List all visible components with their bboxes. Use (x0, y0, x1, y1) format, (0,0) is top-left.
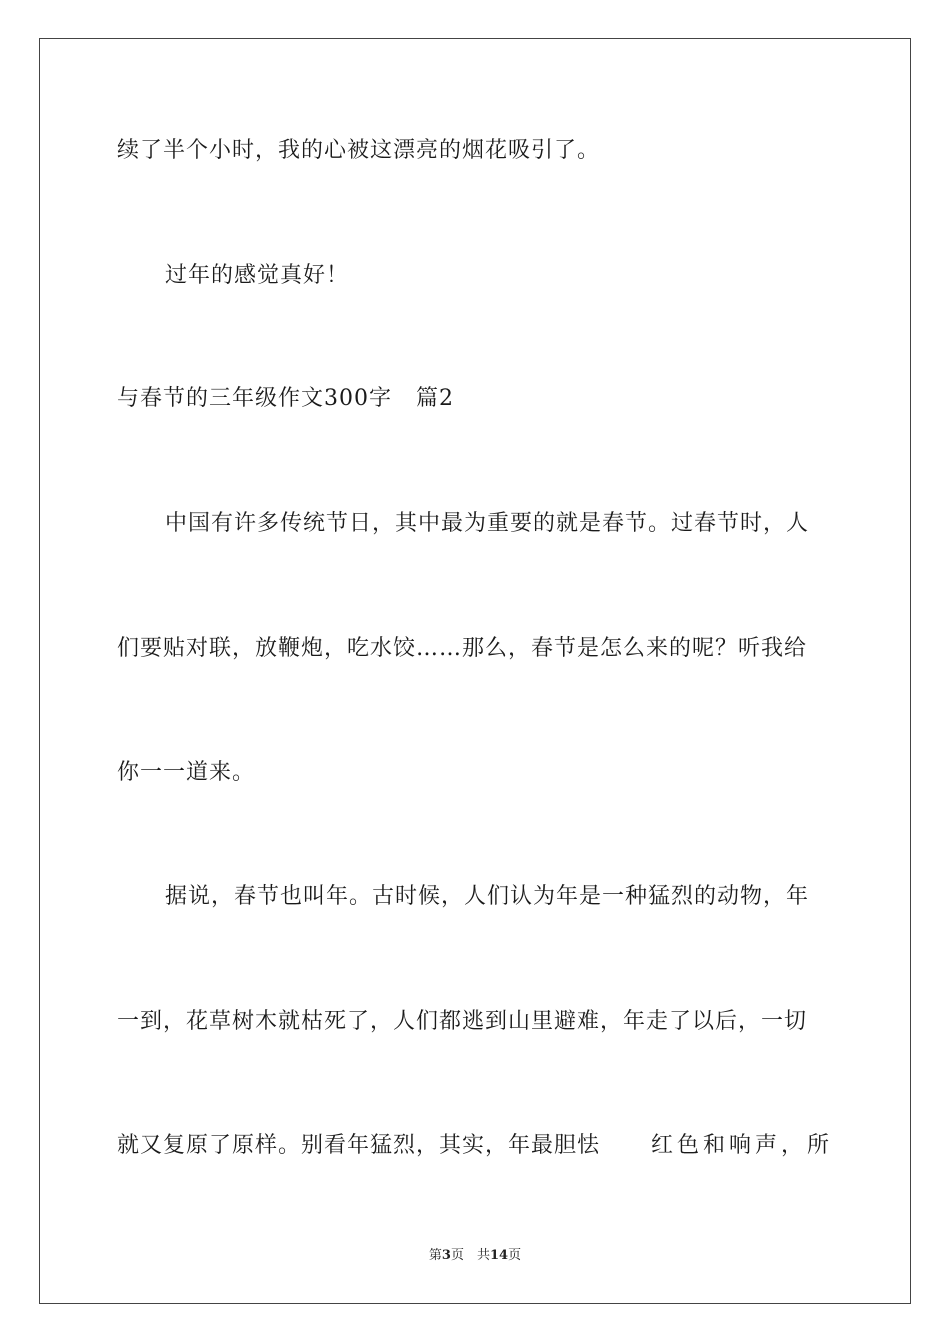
paragraph-line-3: 中国有许多传统节日，其中最为重要的就是春节。过春节时，人 (165, 511, 810, 536)
section-heading (117, 384, 454, 414)
page-frame (39, 38, 911, 1304)
section-heading-number: 篇2 (416, 386, 454, 411)
paragraph-line-5: 你一一道来。 (117, 760, 256, 785)
paragraph-line-2: 过年的感觉真好！ (165, 263, 350, 288)
footer-page-suffix: 页 (508, 1248, 522, 1263)
paragraph-line-1: 续了半个小时，我的心被这漂亮的烟花吸引了。 (117, 138, 601, 163)
page-footer (0, 1246, 950, 1266)
paragraph-line-8-part-2: 红色和响声，所 (650, 1133, 833, 1158)
footer-page-current: 3 (441, 1248, 451, 1263)
section-heading-title: 与春节的三年级作文300字 (117, 386, 392, 411)
footer-page-prefix: 第 (428, 1248, 442, 1263)
paragraph-line-7: 一到，花草树木就枯死了，人们都逃到山里避难，年走了以后，一切 (117, 1009, 808, 1034)
paragraph-line-8 (117, 1131, 833, 1161)
paragraph-line-8-part-1: 就又复原了原样。别看年猛烈，其实，年最胆怯 (117, 1133, 601, 1158)
paragraph-line-4: 们要贴对联，放鞭炮，吃水饺……那么，春节是怎么来的呢？听我给 (117, 636, 808, 661)
footer-page-total: 14 (489, 1248, 509, 1263)
paragraph-line-6: 据说，春节也叫年。古时候，人们认为年是一种猛烈的动物，年 (165, 884, 810, 909)
footer-page-mid: 页 共 (450, 1248, 490, 1263)
